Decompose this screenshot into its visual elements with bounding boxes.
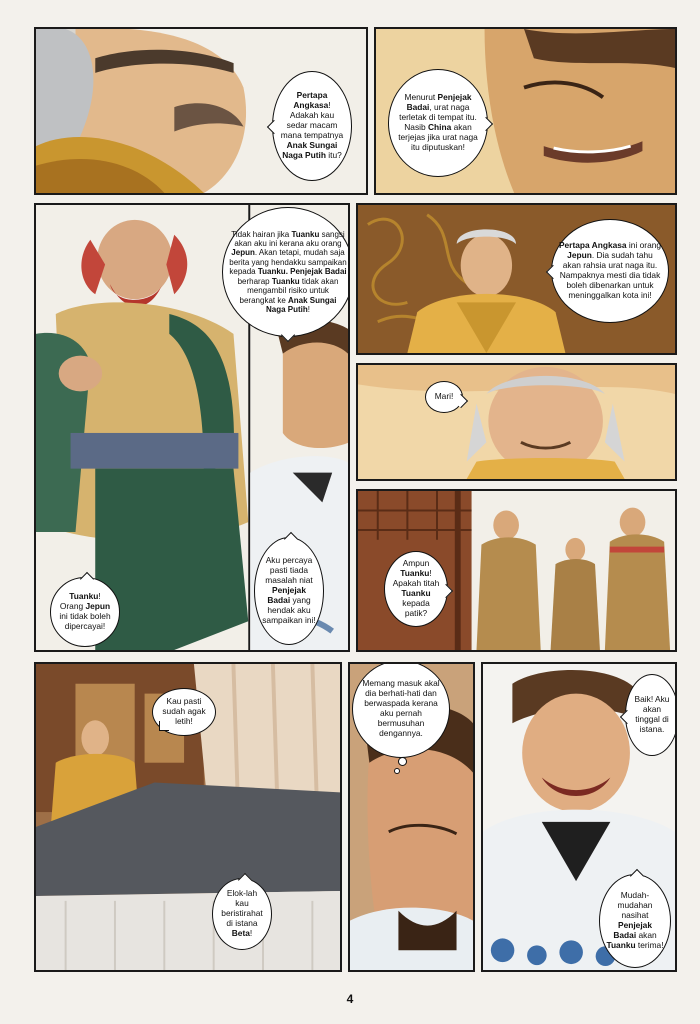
- speech-bubble-text: Menurut Penjejak Badai, urat naga terletak di tempat itu. Nasib China akan terjejas jika urat naga itu diputuskan!: [398, 92, 478, 152]
- speech-bubble-text: Pertapa Angkasa ini orang Jepun. Dia sudah tahu akan rahsia urat naga itu. Nampaknya mesti dia tidak boleh dibenarkan untuk meninggalkan kota ini!: [558, 240, 662, 300]
- panel-3-general-and-warrior: [34, 203, 350, 652]
- speech-bubble-text: Kau pasti sudah agak letih!: [162, 696, 206, 726]
- speech-bubble: [384, 551, 448, 627]
- speech-bubble-text: Mudah-mudahan nasihat Penjejak Badai akan Tuanku terima!: [606, 890, 664, 950]
- panel-4-emperor-thinking: [356, 203, 677, 355]
- emperor-face-art: [358, 365, 675, 479]
- speech-bubble-text: Tidak hairan jika Tuanku sangsi akan aku ini kerana aku orang Jepun. Akan tetapi, mudah saja berita yang hendakku sampaikan kepada Tuanku. Penjejak Badai berharap Tuanku tidak akan mengambil risiko untuk berangkat ke Anak Sungai Naga Putih!: [229, 229, 347, 315]
- speech-bubble-text: Ampun Tuanku! Apakah titah Tuanku kepada patik?: [392, 558, 440, 618]
- speech-bubble: [212, 878, 272, 950]
- speech-bubble-text: Memang masuk akal dia berhati-hati dan berwaspada kerana aku pernah bermusuhan dengannya.: [362, 678, 440, 738]
- panel-1-emperor-speaking: [34, 27, 368, 195]
- panel-9-warrior-smiling: [481, 662, 677, 972]
- speech-bubble-text: Tuanku! Orang Jepun ini tidak boleh dipercayai!: [59, 591, 111, 631]
- speech-bubble: [388, 69, 488, 177]
- speech-bubble-text: Elok-lah kau beristirahat di istana Beta!: [221, 888, 263, 938]
- panel-6-guards-enter: [356, 489, 677, 652]
- thought-bubble-dot: [394, 768, 400, 774]
- panel-2-man-grimacing: [374, 27, 677, 195]
- speech-bubble: [222, 207, 350, 337]
- speech-bubble-text: Mari!: [434, 391, 454, 402]
- panel-7-throne-room: [34, 662, 342, 972]
- speech-bubble: [599, 874, 671, 968]
- speech-bubble-text: Aku percaya pasti tiada masalah niat Penjejak Badai yang hendak aku sampaikan ini!: [262, 555, 316, 625]
- page-number: 4: [346, 992, 354, 1006]
- speech-bubble: [551, 219, 669, 323]
- speech-bubble: [50, 577, 120, 647]
- speech-bubble: [272, 71, 352, 181]
- speech-bubble: [152, 688, 216, 736]
- speech-bubble: [425, 381, 463, 413]
- panel-5-emperor-orders: [356, 363, 677, 481]
- speech-bubble-text: Pertapa Angkasa! Adakah kau sedar macam mana tempatnya Anak Sungai Naga Putih itu?: [280, 90, 344, 160]
- speech-bubble: [625, 674, 677, 756]
- panel-8-warrior-thinking: [348, 662, 475, 972]
- speech-bubble-text: Baik! Aku akan tinggal di istana.: [634, 694, 670, 734]
- thought-bubble-dot: [398, 757, 407, 766]
- speech-bubble: [254, 537, 324, 645]
- thought-bubble: [352, 662, 450, 758]
